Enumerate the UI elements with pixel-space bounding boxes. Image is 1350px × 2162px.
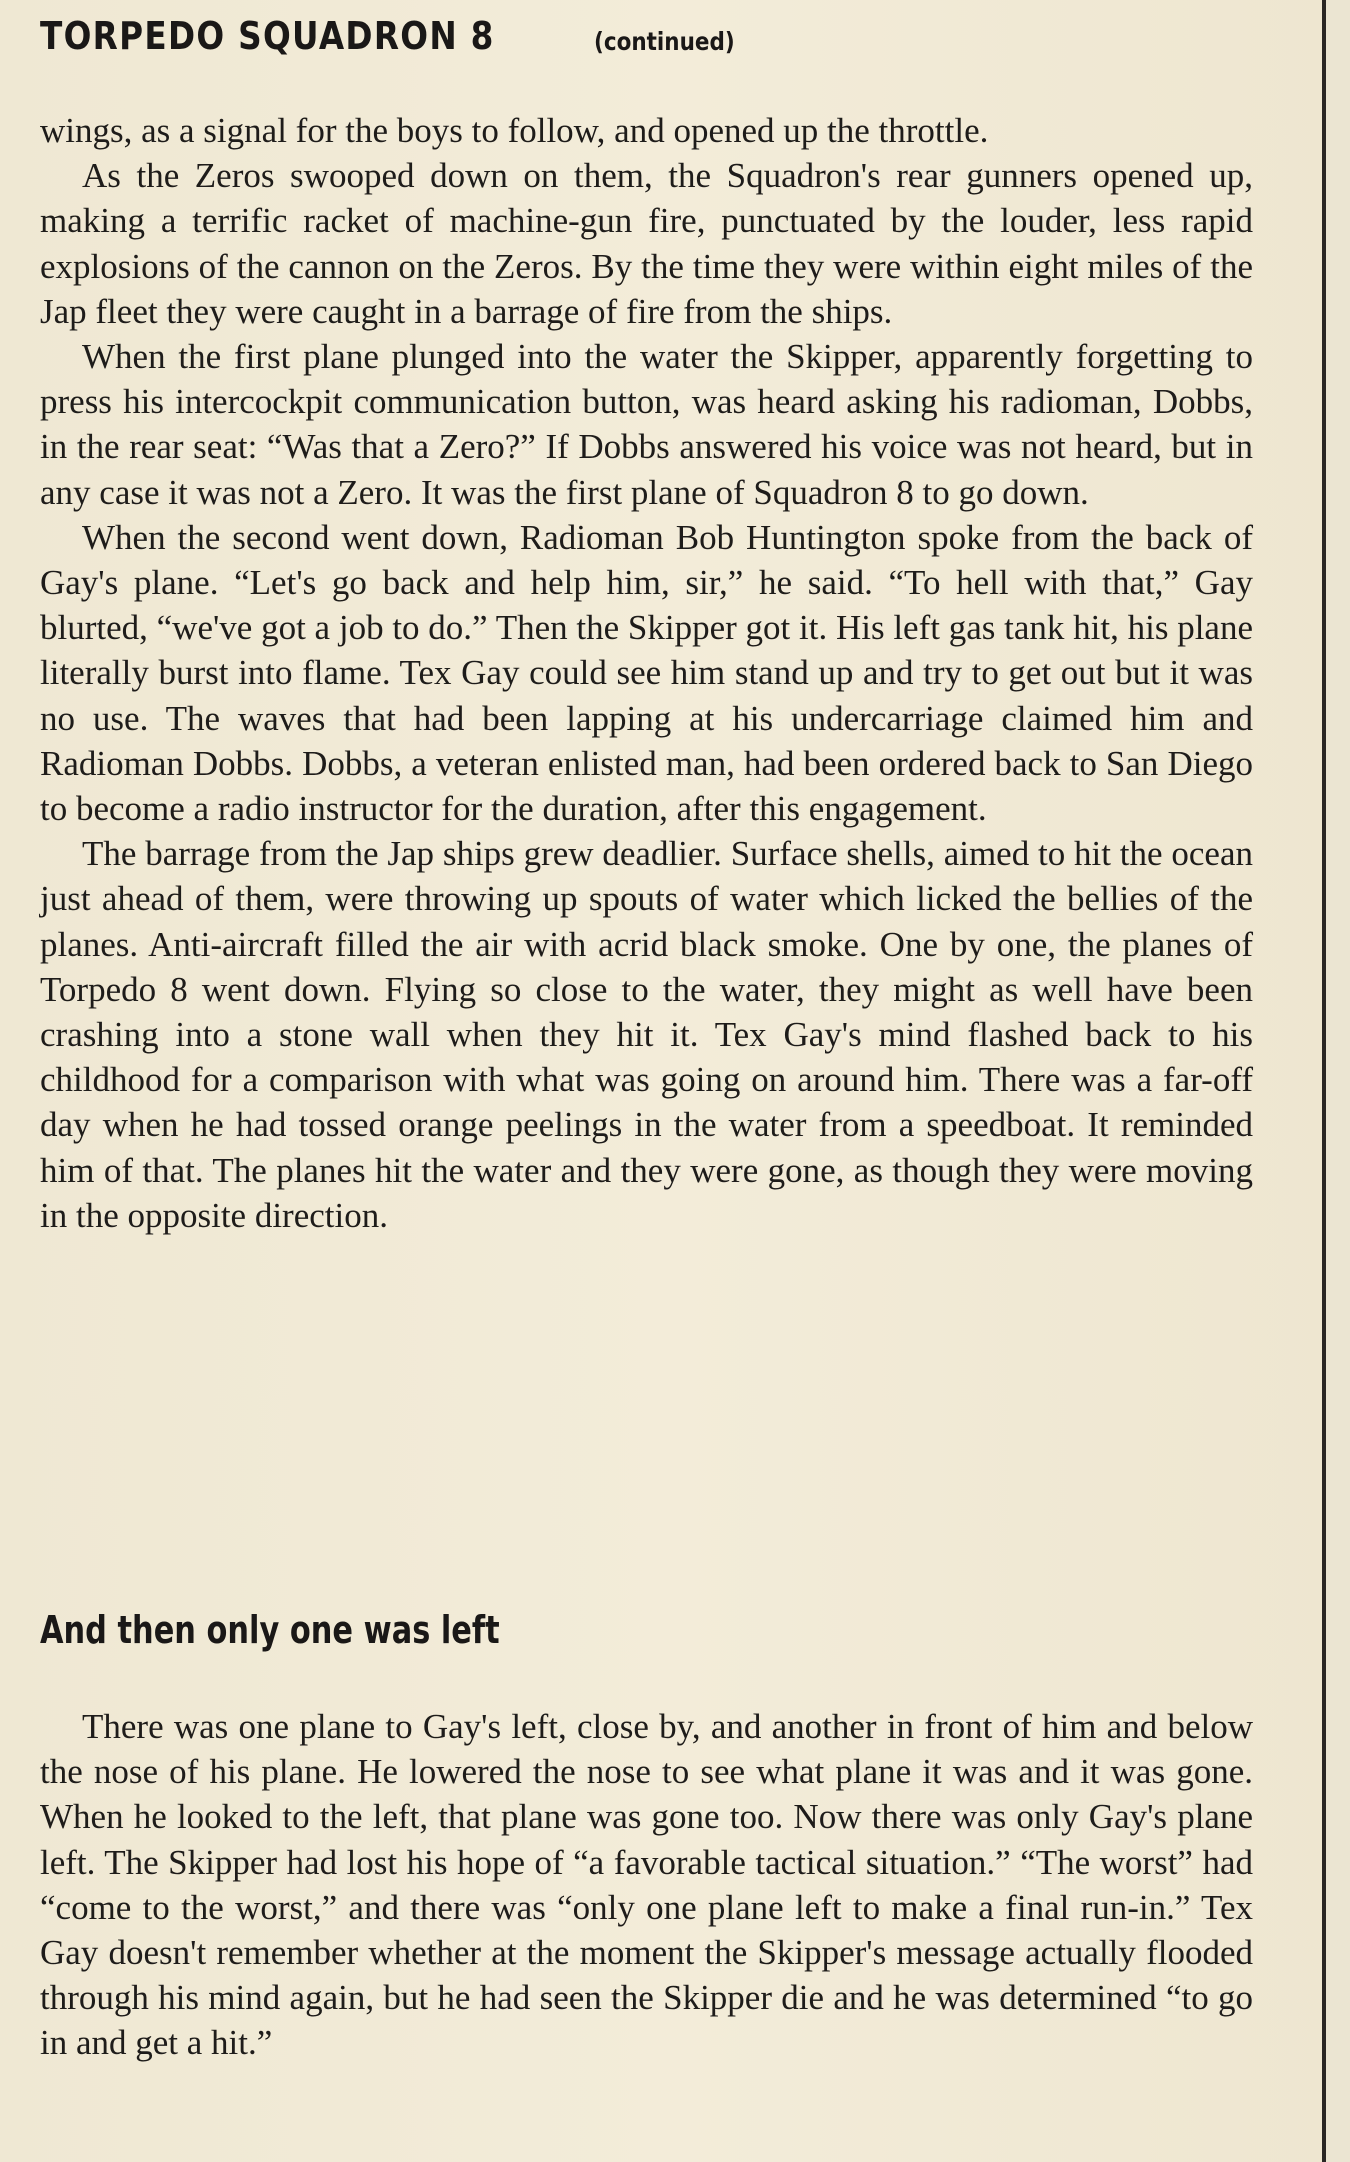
section-title: TORPEDO SQUADRON 8	[40, 14, 495, 58]
paragraph: When the first plane plunged into the water the Skipper, apparently forgetting to press his intercockpit communication button, was heard asking his radioman, Dobbs, in the rear seat: “Was that a Zero?” If Dobbs answered his voice was not heard, but in any case it was not a Zero. It was the first plane of Squadron 8 to go down.	[40, 337, 1253, 512]
paragraph: When the second went down, Radioman Bob Huntington spoke from the back of Gay's plane. “Let's go back and help him, sir,” he said. “To hell with that,” Gay blurted, “we've got a job to do.” Then the Skipper got it. His left gas tank hit, his plane literally burst into flame. Tex Gay could see him stand up and try to get out but it was no use. The waves that had been lapping at his undercarriage claimed him and Radioman Dobbs. Dobbs, a veteran enlisted man, had been ordered back to San Diego to become a radio instructor for the duration, after this engagement.	[40, 517, 1253, 829]
paragraph: As the Zeros swooped down on them, the Squadron's rear gunners opened up, making a terrific racket of machine-gun fire, punctuated by the louder, less rapid explosions of the cannon on the Zeros. By the time they were within eight miles of the Jap fleet they were caught in a barrage of fire from the ships.	[40, 156, 1253, 331]
continued-label: (continued)	[594, 27, 735, 56]
paragraph: There was one plane to Gay's left, close by, and another in front of him and below the nose of his plane. He lowered the nose to see what plane it was and it was gone. When he looked to the left, that plane was gone too. Now there was only Gay's plane left. The Skipper had lost his hope of “a favorable tactical situation.” “The worst” had “come to the worst,” and there was “only one plane left to make a final run-in.” Tex Gay doesn't remember whether at the moment the Skipper's message actually flooded through his mind again, but he had seen the Skipper die and he was determined “to go in and get a hit.”	[40, 1707, 1253, 2063]
article-body	[40, 108, 1253, 1238]
paragraph: The barrage from the Jap ships grew deadlier. Surface shells, aimed to hit the ocean just ahead of them, were throwing up spouts of water which licked the bellies of the planes. Anti-aircraft filled the air with acrid black smoke. One by one, the planes of Torpedo 8 went down. Flying so close to the water, they might as well have been crashing into a stone wall when they hit it. Tex Gay's mind flashed back to his childhood for a comparison with what was going on around him. There was a far-off day when he had tossed orange peelings in the water from a speedboat. It reminded him of that. The planes hit the water and they were gone, as though they were moving in the opposite direction.	[40, 834, 1253, 1235]
section-subheading: And then only one was left	[40, 1608, 500, 1652]
page-header	[40, 14, 735, 58]
paragraph: wings, as a signal for the boys to follow, and opened up the throttle.	[40, 111, 989, 150]
article-body-continued	[40, 1704, 1253, 2066]
adjacent-column-edge	[1326, 0, 1350, 2162]
